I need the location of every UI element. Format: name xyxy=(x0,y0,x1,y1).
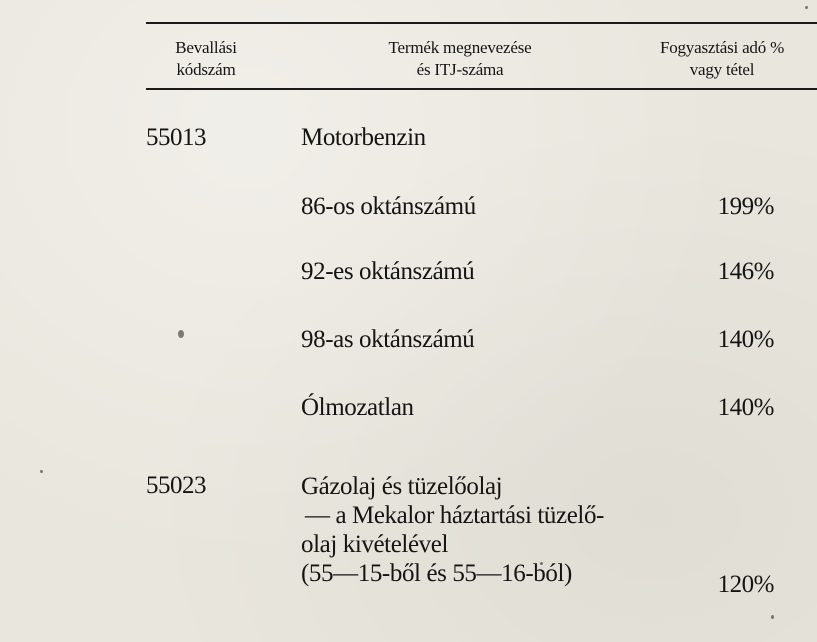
header-product-line2: és ITJ-száma xyxy=(416,60,504,79)
header-code-line2: kódszám xyxy=(176,60,236,79)
row-tax-rate: 120% xyxy=(717,571,774,598)
header-tax-line1: Fogyasztási adó % xyxy=(659,38,785,57)
row-product-name-multiline xyxy=(301,472,604,588)
row-product-name: 92-es oktánszámú xyxy=(301,258,475,285)
header-tax-line2: vagy tétel xyxy=(689,60,755,79)
header-tax-column xyxy=(627,37,817,81)
header-bottom-rule xyxy=(146,88,817,90)
row-product-name: Motorbenzin xyxy=(301,124,426,151)
row-product-line: olaj kivételével xyxy=(301,531,449,558)
row-tax-rate: 199% xyxy=(717,193,774,220)
row-code: 55013 xyxy=(146,124,206,151)
row-tax-rate: 140% xyxy=(717,326,774,353)
row-product-line: (55—15-ből és 55—16-ból) xyxy=(301,560,572,587)
paper-speck xyxy=(805,6,808,9)
row-product-name: 86-os oktánszámú xyxy=(301,193,476,220)
row-code: 55023 xyxy=(146,472,206,499)
header-product-column xyxy=(340,37,580,81)
row-product-name: Ólmozatlan xyxy=(301,394,414,421)
row-product-line: Gázolaj és tüzelőolaj xyxy=(301,473,503,500)
header-code-column xyxy=(146,37,266,81)
header-code-line1: Bevallási xyxy=(175,38,237,57)
row-product-line: — a Mekalor háztartási tüzelő- xyxy=(305,502,604,529)
row-tax-rate: 146% xyxy=(717,258,774,285)
paper-speck xyxy=(40,470,43,473)
paper-speck xyxy=(771,615,774,619)
header-product-line1: Termék megnevezése xyxy=(388,38,532,57)
paper-speck xyxy=(178,330,184,338)
row-tax-rate: 140% xyxy=(717,394,774,421)
row-product-name: 98-as oktánszámú xyxy=(301,326,475,353)
table-top-rule xyxy=(146,22,817,24)
